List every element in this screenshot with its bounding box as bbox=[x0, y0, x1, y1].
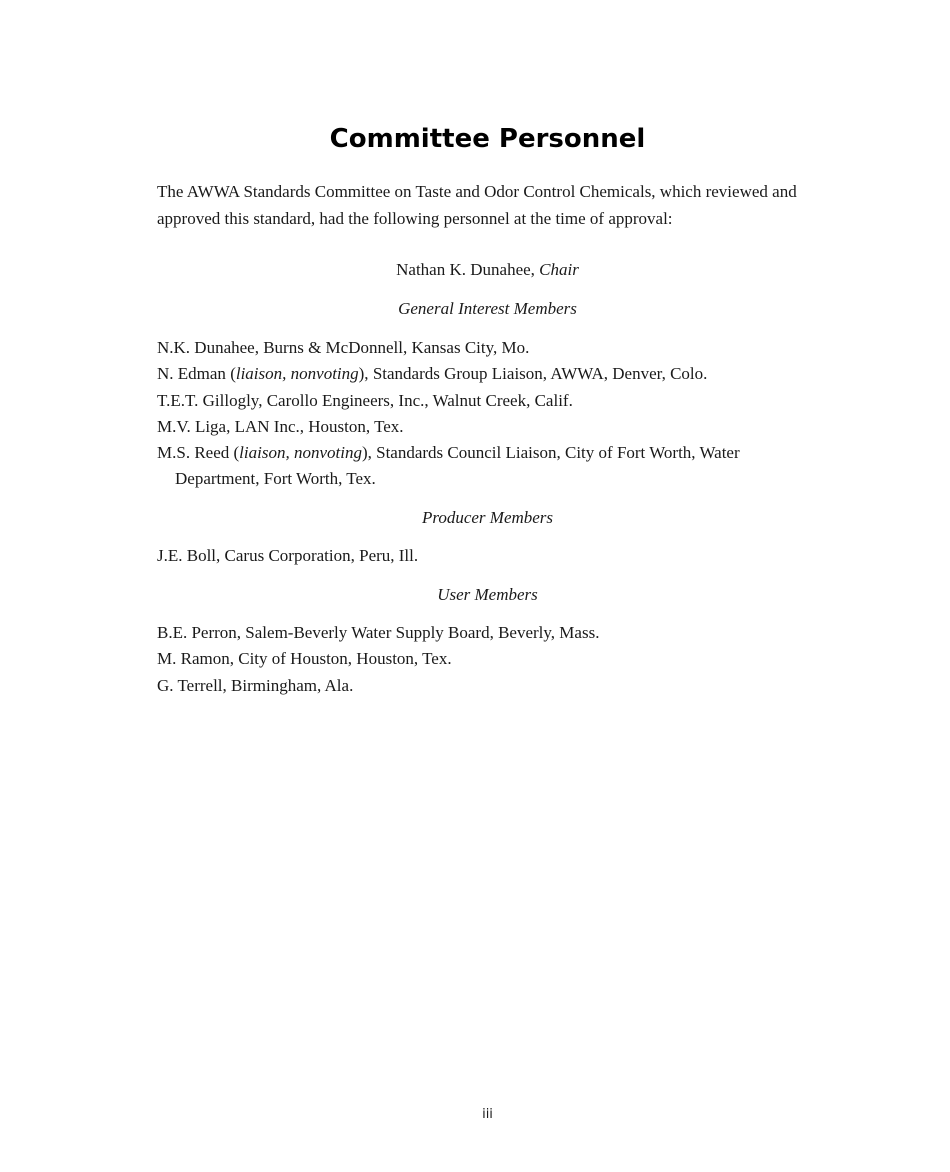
member-affiliation: Standards Council Liaison, City of Fort Worth, Water Department, Fort Worth, Tex. bbox=[175, 443, 740, 489]
member-name: N.K. Dunahee, bbox=[157, 338, 259, 357]
member-list-user bbox=[157, 620, 827, 699]
member-entry bbox=[157, 543, 827, 569]
member-affiliation: Birmingham, Ala. bbox=[231, 675, 354, 695]
member-name: N. Edman bbox=[157, 364, 226, 384]
member-affiliation: Burns & McDonnell, Kansas City, Mo. bbox=[263, 338, 530, 357]
member-name: T.E.T. Gillogly, bbox=[157, 390, 263, 410]
member-list-producer bbox=[157, 543, 827, 569]
member-entry bbox=[157, 414, 827, 440]
member-name: B.E. Perron, bbox=[157, 623, 242, 642]
member-name: M. Ramon, bbox=[157, 649, 234, 669]
member-name: J.E. Boll, bbox=[157, 546, 221, 565]
page-title: Committee Personnel bbox=[329, 124, 646, 154]
member-name: M.V. Liga, bbox=[157, 416, 231, 436]
member-name: M.S. Reed bbox=[157, 443, 230, 463]
chair-line bbox=[0, 260, 950, 280]
member-affiliation: Carollo Engineers, Inc., Walnut Creek, Calif. bbox=[266, 390, 573, 410]
section-heading-general: General Interest Members bbox=[398, 299, 577, 318]
member-entry bbox=[157, 388, 827, 414]
member-affiliation: City of Houston, Houston, Tex. bbox=[238, 649, 452, 669]
member-affiliation: Standards Group Liaison, AWWA, Denver, Colo. bbox=[372, 364, 708, 384]
member-entry bbox=[157, 335, 827, 361]
member-entry: N. Edman (liaison, nonvoting), Standards Group Liaison, AWWA, Denver, Colo. bbox=[157, 364, 708, 384]
member-affiliation: Carus Corporation, Peru, Ill. bbox=[224, 546, 419, 565]
section-heading-producer: Producer Members bbox=[421, 508, 554, 527]
chair-role: Chair bbox=[539, 260, 579, 279]
member-entry bbox=[157, 646, 827, 672]
member-name: G. Terrell, bbox=[157, 675, 227, 695]
page-number: iii bbox=[482, 1107, 493, 1122]
member-list-general bbox=[157, 335, 827, 493]
member-affiliation: Salem-Beverly Water Supply Board, Beverly, Mass. bbox=[245, 623, 600, 642]
chair-name: Nathan K. Dunahee, bbox=[396, 260, 535, 279]
member-affiliation: LAN Inc., Houston, Tex. bbox=[234, 416, 404, 436]
member-entry bbox=[157, 673, 827, 699]
intro-paragraph: The AWWA Standards Committee on Taste and Odor Control Chemicals, which reviewed and approved this standard, had the following personnel at the time of approval: bbox=[157, 182, 797, 228]
member-note: liaison, nonvoting bbox=[239, 443, 362, 463]
member-entry bbox=[157, 620, 827, 646]
section-heading-user: User Members bbox=[437, 585, 538, 604]
member-note: liaison, nonvoting bbox=[235, 364, 359, 384]
member-entry: M.S. Reed (liaison, nonvoting), Standards Council Liaison, City of Fort Worth, Water Department, Fort Worth, Tex. bbox=[157, 443, 740, 489]
